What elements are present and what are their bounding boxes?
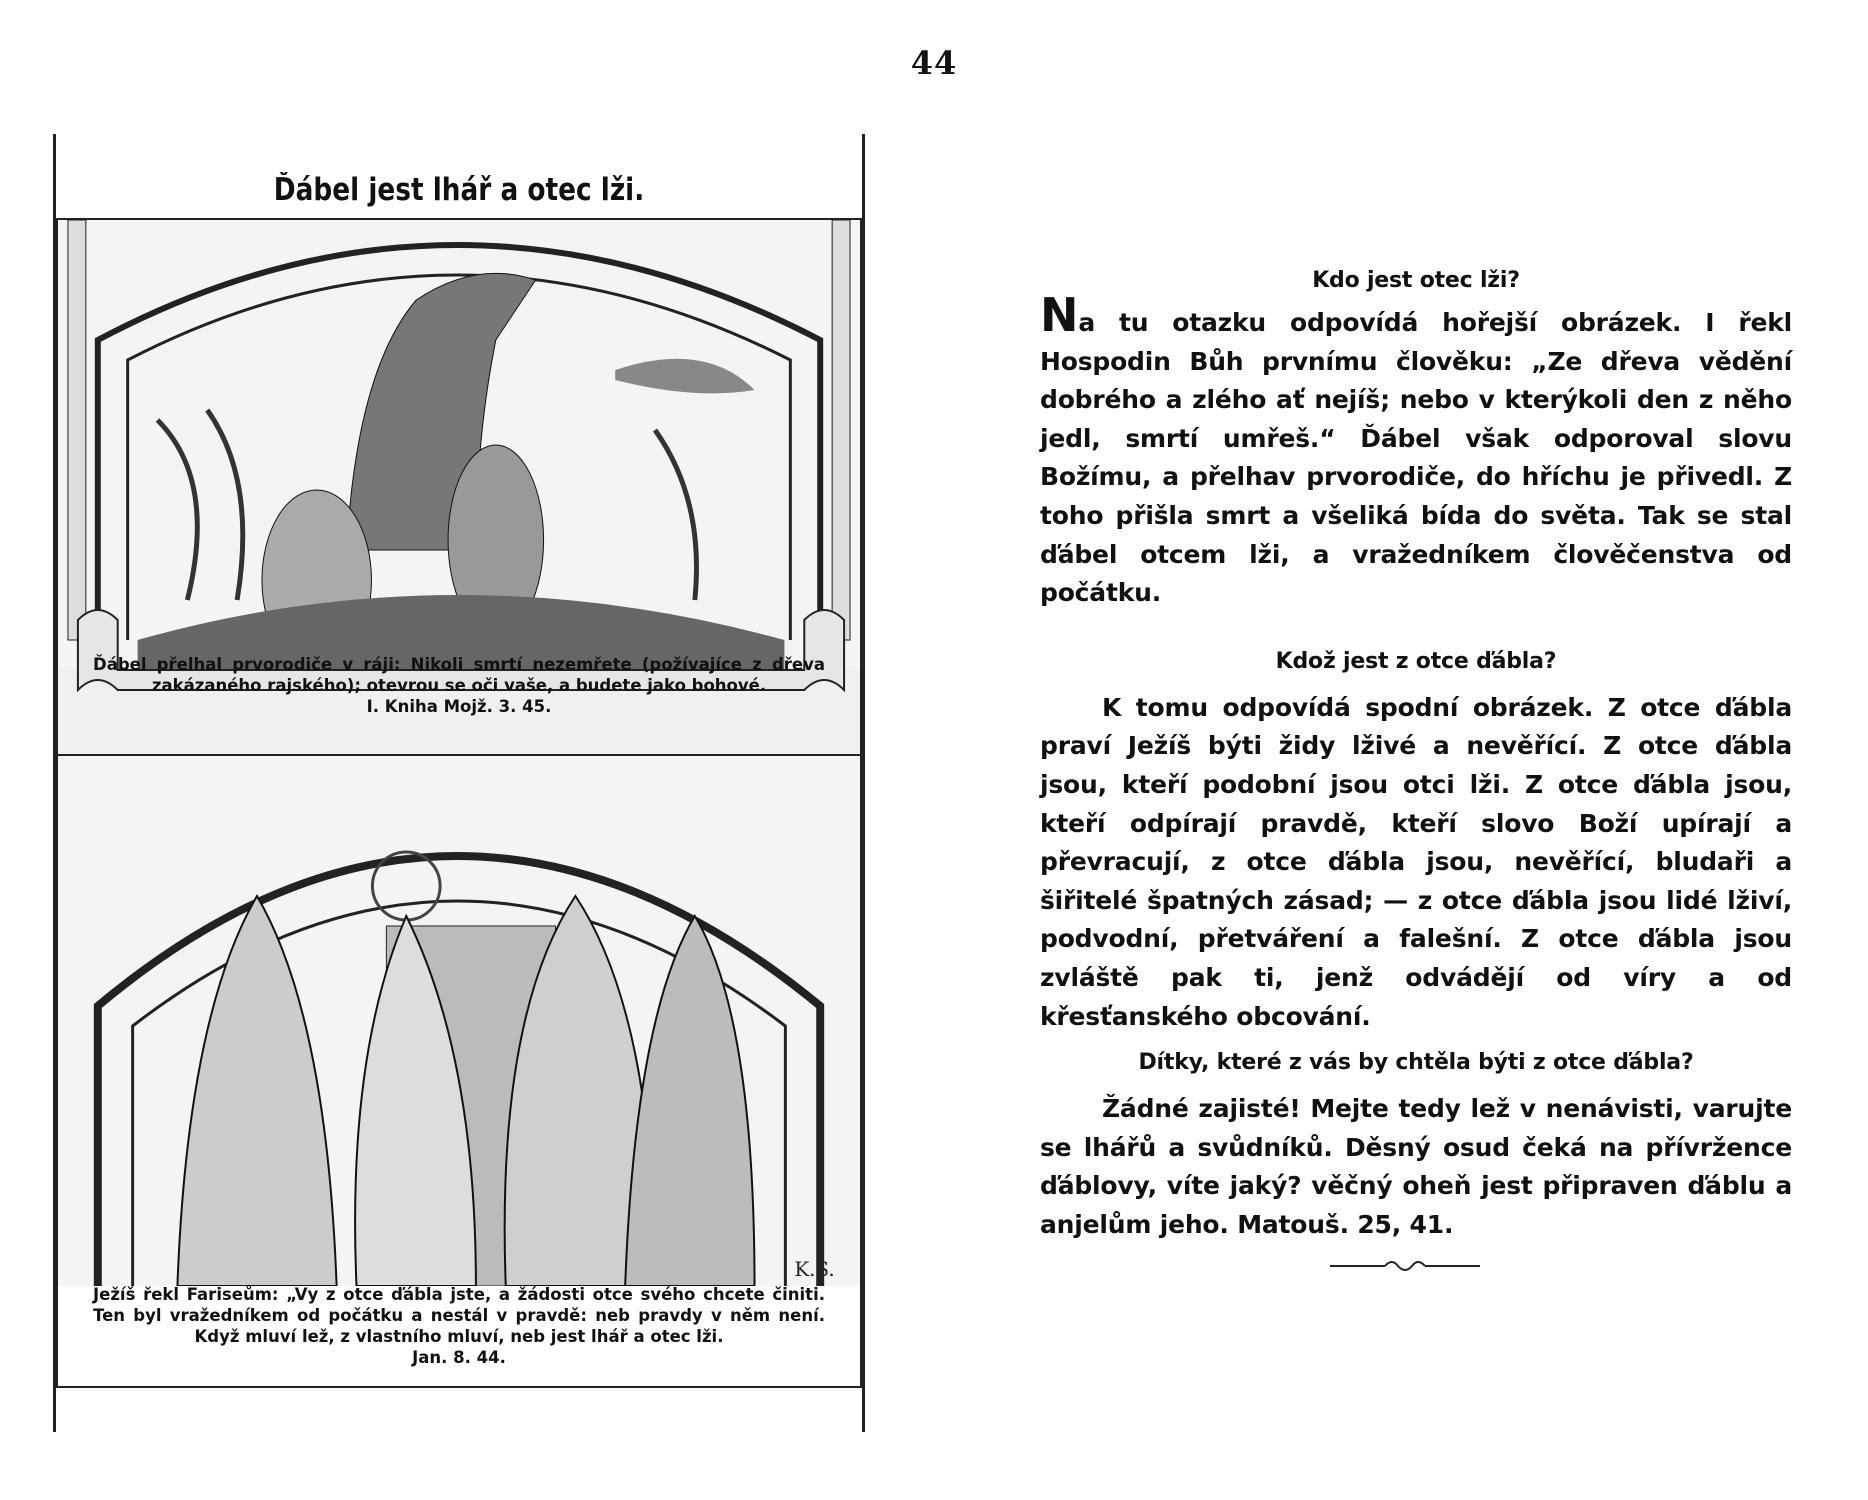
caption-bottom-reference: Jan. 8. 44.	[412, 1348, 506, 1367]
caption-top-text: Ďábel přelhal prvorodiče v ráji: Nikoli smrtí nezemřete (požívajíce z dřeva zakázaného rajského); otevrou se oči vaše, a budete jako bohové.	[93, 655, 825, 695]
caption-bottom	[93, 1284, 825, 1368]
left-illustration-column	[53, 134, 865, 1432]
caption-top	[93, 654, 825, 717]
frame-line-right	[862, 134, 865, 1432]
heading-who-is-from-devil: Kdož jest z otce ďábla?	[1275, 648, 1557, 674]
heading-who-is-father-of-lies: Kdo jest otec lži?	[1312, 268, 1520, 293]
caption-bottom-text: Ježíš řekl Fariseům: „Vy z otce ďábla jste, a žádosti otce svého chcete činiti. Ten byl vražedníkem od počátku a nestál v pravdě: neb pravdy v něm není. Když mluví lež, z vlastního mluví, neb jest lhář a otec lži.	[93, 1285, 825, 1346]
left-title: Ďábel jest lhář a otec lži.	[273, 172, 645, 208]
right-text-column	[1040, 262, 1792, 1244]
engraver-signature: K.S.	[794, 1256, 835, 1282]
paragraph-1-text: a tu otazku odpovídá hořejší obrázek. I řekl Hospodin Bůh prvnímu člověku: „Ze dřeva vědění dobrého a zlého ať nejíš; nebo v kterýkoli den z něho jedl, smrtí umřeš.“ Ďábel však odporoval slovu Božímu, a přelhav prvorodiče, do hříchu je přivedl. Z toho přišla smrt a všeliká bída do světa. Tak se stal ďábel otcem lži, a vražedníkem člověčenstva od počátku.	[1040, 308, 1792, 608]
paragraph-3: Žádné zajisté! Mejte tedy lež v nenávisti, varujte se lhářů a svůdníků. Děsný osud čeká na přívržence ďáblovy, víte jaký? věčný oheň jest připraven ďáblu a anjelům jeho. Matouš. 25, 41.	[1040, 1094, 1792, 1239]
page-number: 44	[910, 44, 958, 82]
drop-cap: N	[1040, 288, 1079, 342]
paragraph-1	[1040, 288, 1792, 613]
end-ornament	[1330, 1258, 1480, 1274]
heading-children-question: Dítky, které z vás by chtěla býti z otce ďábla?	[1138, 1050, 1694, 1076]
caption-top-reference: I. Kniha Mojž. 3. 45.	[366, 697, 552, 716]
paragraph-2: K tomu odpovídá spodní obrázek. Z otce ďábla praví Ježíš býti židy lživé a nevěřící. Z otce ďábla jsou, kteří podobní jsou otci lži. Z otce ďábla jsou, kteří odpírají pravdě, kteří slovo Boží upírají a převracují, z otce ďábla jsou, nevěřící, bludaři a šiřitelé špatných zásad; — z otce ďábla jsou lidé lživí, podvodní, přetváření a falešní. Z otce ďábla jsou zvláště pak ti, jenž odvádějí od víry a od křesťanského obcování.	[1040, 692, 1792, 1031]
